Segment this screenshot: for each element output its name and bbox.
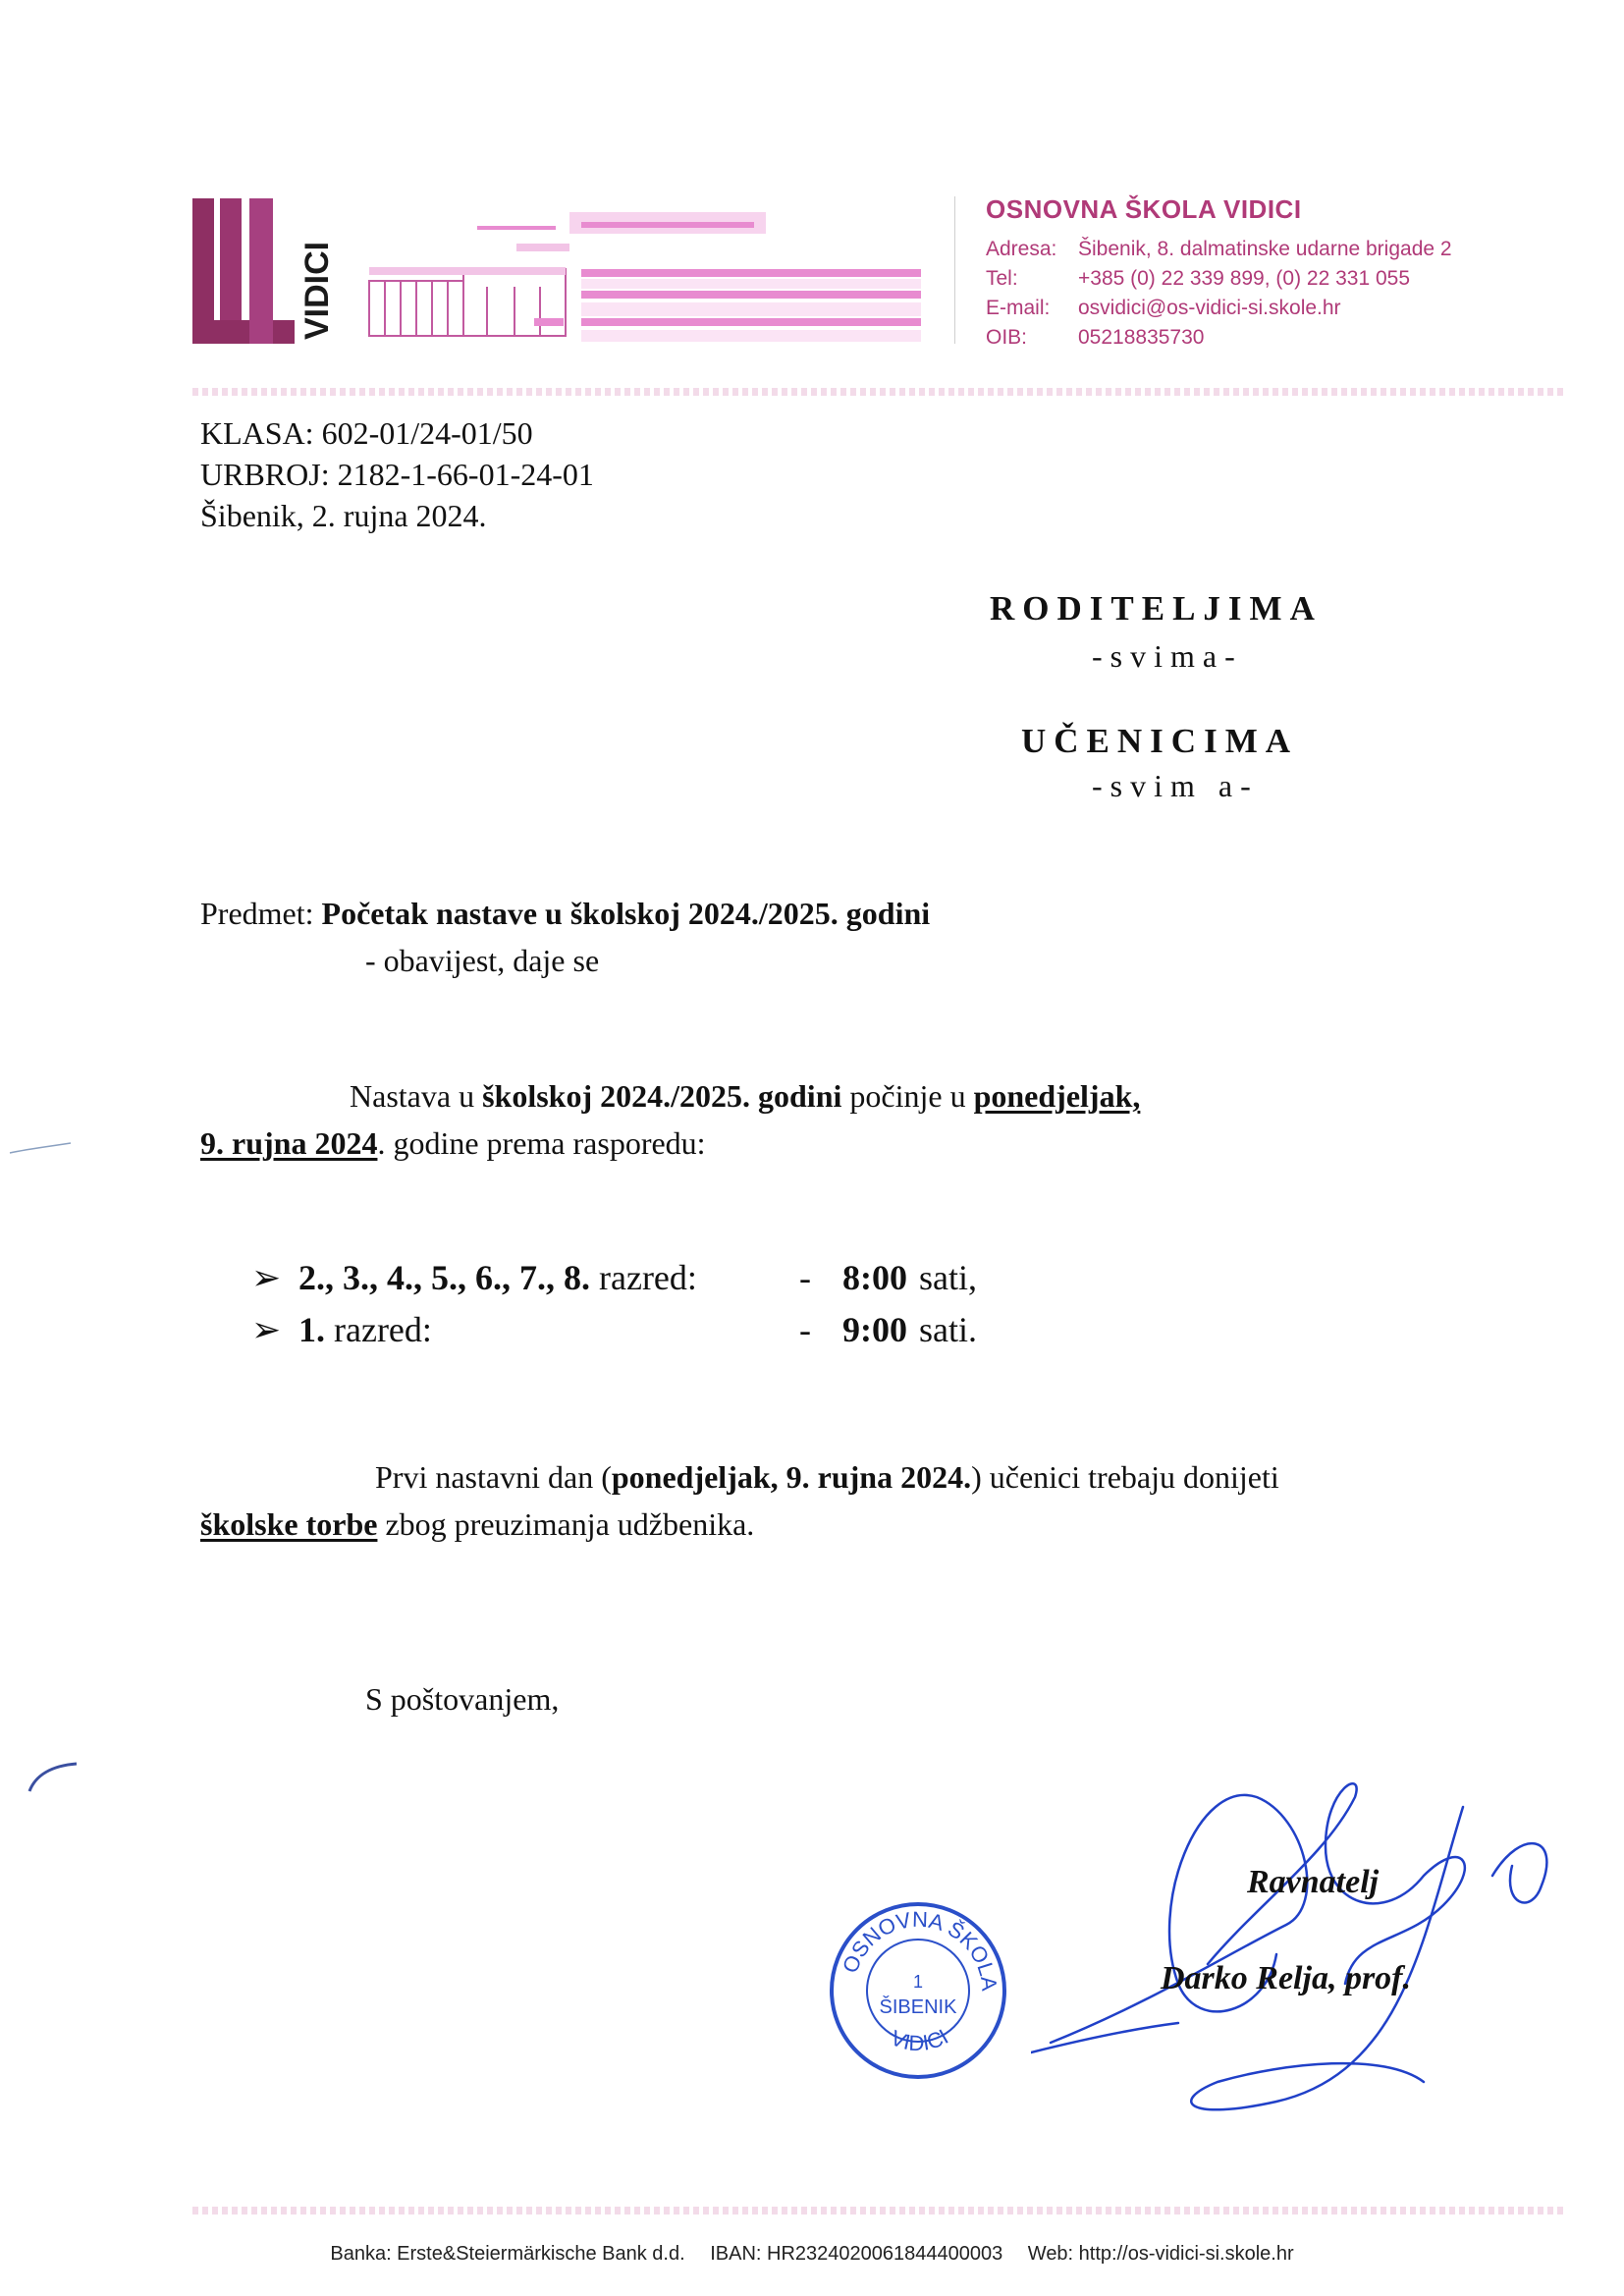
school-bags: školske torbe — [200, 1506, 378, 1542]
recipient-parents-sub: -svima- — [1092, 638, 1243, 674]
contact-label: Adresa: — [986, 238, 1057, 260]
schedule-unit: sati. — [919, 1310, 977, 1349]
header-divider — [954, 196, 955, 344]
contact-value: 05218835730 — [1078, 326, 1205, 349]
signatory-name: Darko Relja, prof. — [1161, 1960, 1411, 1996]
schedule-time: 8:00 — [842, 1258, 907, 1297]
first-day-date: ponedjeljak, 9. rujna 2024. — [611, 1459, 972, 1495]
contact-oib — [986, 323, 1452, 353]
paragraph-first-day — [200, 1453, 1496, 1548]
schedule-dash: - — [799, 1310, 811, 1349]
contact-label: E-mail: — [986, 297, 1051, 319]
schedule-dash: - — [799, 1258, 811, 1297]
stamp-top-text: OSNOVNA ŠKOLA — [837, 1906, 1002, 1993]
schedule-row — [251, 1309, 977, 1350]
school-year: školskoj 2024./2025. godini — [482, 1078, 842, 1114]
text: Prvi nastavni dan ( — [375, 1459, 612, 1495]
school-info — [986, 194, 1452, 353]
subject-label: Predmet: — [200, 896, 314, 931]
signatory-role: Ravnatelj — [1247, 1864, 1380, 1900]
school-stamp — [825, 1897, 1011, 2084]
class-suffix: razred: — [590, 1258, 697, 1297]
schedule-classes — [298, 1257, 799, 1298]
recipient-students: UČENICIMA — [1021, 722, 1298, 760]
subject-note: - obavijest, daje se — [365, 943, 600, 978]
schedule-row — [251, 1257, 977, 1298]
stamp-bottom-text: VIDICI — [887, 2024, 952, 2056]
scan-mark — [8, 1137, 73, 1157]
schedule-unit: sati, — [919, 1258, 977, 1297]
urbroj: URBROJ: 2182-1-66-01-24-01 — [200, 457, 594, 492]
stamp-number: 1 — [912, 1972, 924, 1992]
text: Nastava u — [350, 1078, 483, 1114]
subject-line — [200, 896, 930, 932]
contact-value: Šibenik, 8. dalmatinske udarne brigade 2 — [1078, 238, 1452, 260]
schedule-classes — [298, 1309, 799, 1350]
start-day: ponedjeljak, — [973, 1078, 1141, 1114]
reference-block — [200, 412, 594, 536]
logo-text: VIDICI — [298, 241, 336, 340]
closing-regards: S poštovanjem, — [365, 1681, 560, 1717]
svg-text:VIDICI — [888, 2024, 952, 2055]
contact-value: +385 (0) 22 339 899, (0) 22 331 055 — [1078, 267, 1411, 290]
recipient-students-sub: -svim a- — [1092, 768, 1259, 803]
scan-mark — [26, 1756, 81, 1795]
contact-email — [986, 294, 1452, 323]
schedule-time: 9:00 — [842, 1310, 907, 1349]
text: počinje u — [841, 1078, 974, 1114]
class-list: 1. — [298, 1310, 325, 1349]
school-name: OSNOVNA ŠKOLA VIDICI — [986, 194, 1302, 224]
text: ) učenici trebaju donijeti — [971, 1459, 1279, 1495]
school-logo — [192, 192, 939, 350]
class-list: 2., 3., 4., 5., 6., 7., 8. — [298, 1258, 590, 1297]
contact-label: OIB: — [986, 326, 1028, 349]
footer — [0, 2243, 1624, 2266]
class-suffix: razred: — [325, 1310, 432, 1349]
header-dotted-rule — [192, 387, 1567, 397]
subject-title: Početak nastave u školskoj 2024./2025. godini — [321, 896, 931, 931]
start-date: 9. rujna 2024 — [200, 1125, 378, 1161]
arrow-bullet-icon: ➢ — [251, 1310, 282, 1349]
contact-address — [986, 235, 1452, 264]
place-date: Šibenik, 2. rujna 2024. — [200, 498, 487, 533]
footer-web: Web: http://os-vidici-si.skole.hr — [1027, 2243, 1294, 2265]
arrow-bullet-icon: ➢ — [251, 1258, 282, 1297]
text: zbog preuzimanja udžbenika. — [377, 1506, 755, 1542]
footer-iban: IBAN: HR2324020061844400003 — [710, 2243, 1003, 2265]
contact-label: Tel: — [986, 267, 1018, 290]
klasa: KLASA: 602-01/24-01/50 — [200, 415, 533, 451]
footer-bank: Banka: Erste&Steiermärkische Bank d.d. — [330, 2243, 685, 2265]
contact-value: osvidici@os-vidici-si.skole.hr — [1078, 297, 1341, 319]
footer-dotted-rule — [192, 2206, 1567, 2215]
handwritten-signature — [1031, 1758, 1581, 2151]
text: . godine prema rasporedu: — [377, 1125, 706, 1161]
recipient-parents: RODITELJIMA — [990, 589, 1323, 628]
stamp-city: ŠIBENIK — [879, 1996, 957, 2018]
paragraph-start-date — [200, 1072, 1339, 1167]
contact-phone — [986, 264, 1452, 294]
